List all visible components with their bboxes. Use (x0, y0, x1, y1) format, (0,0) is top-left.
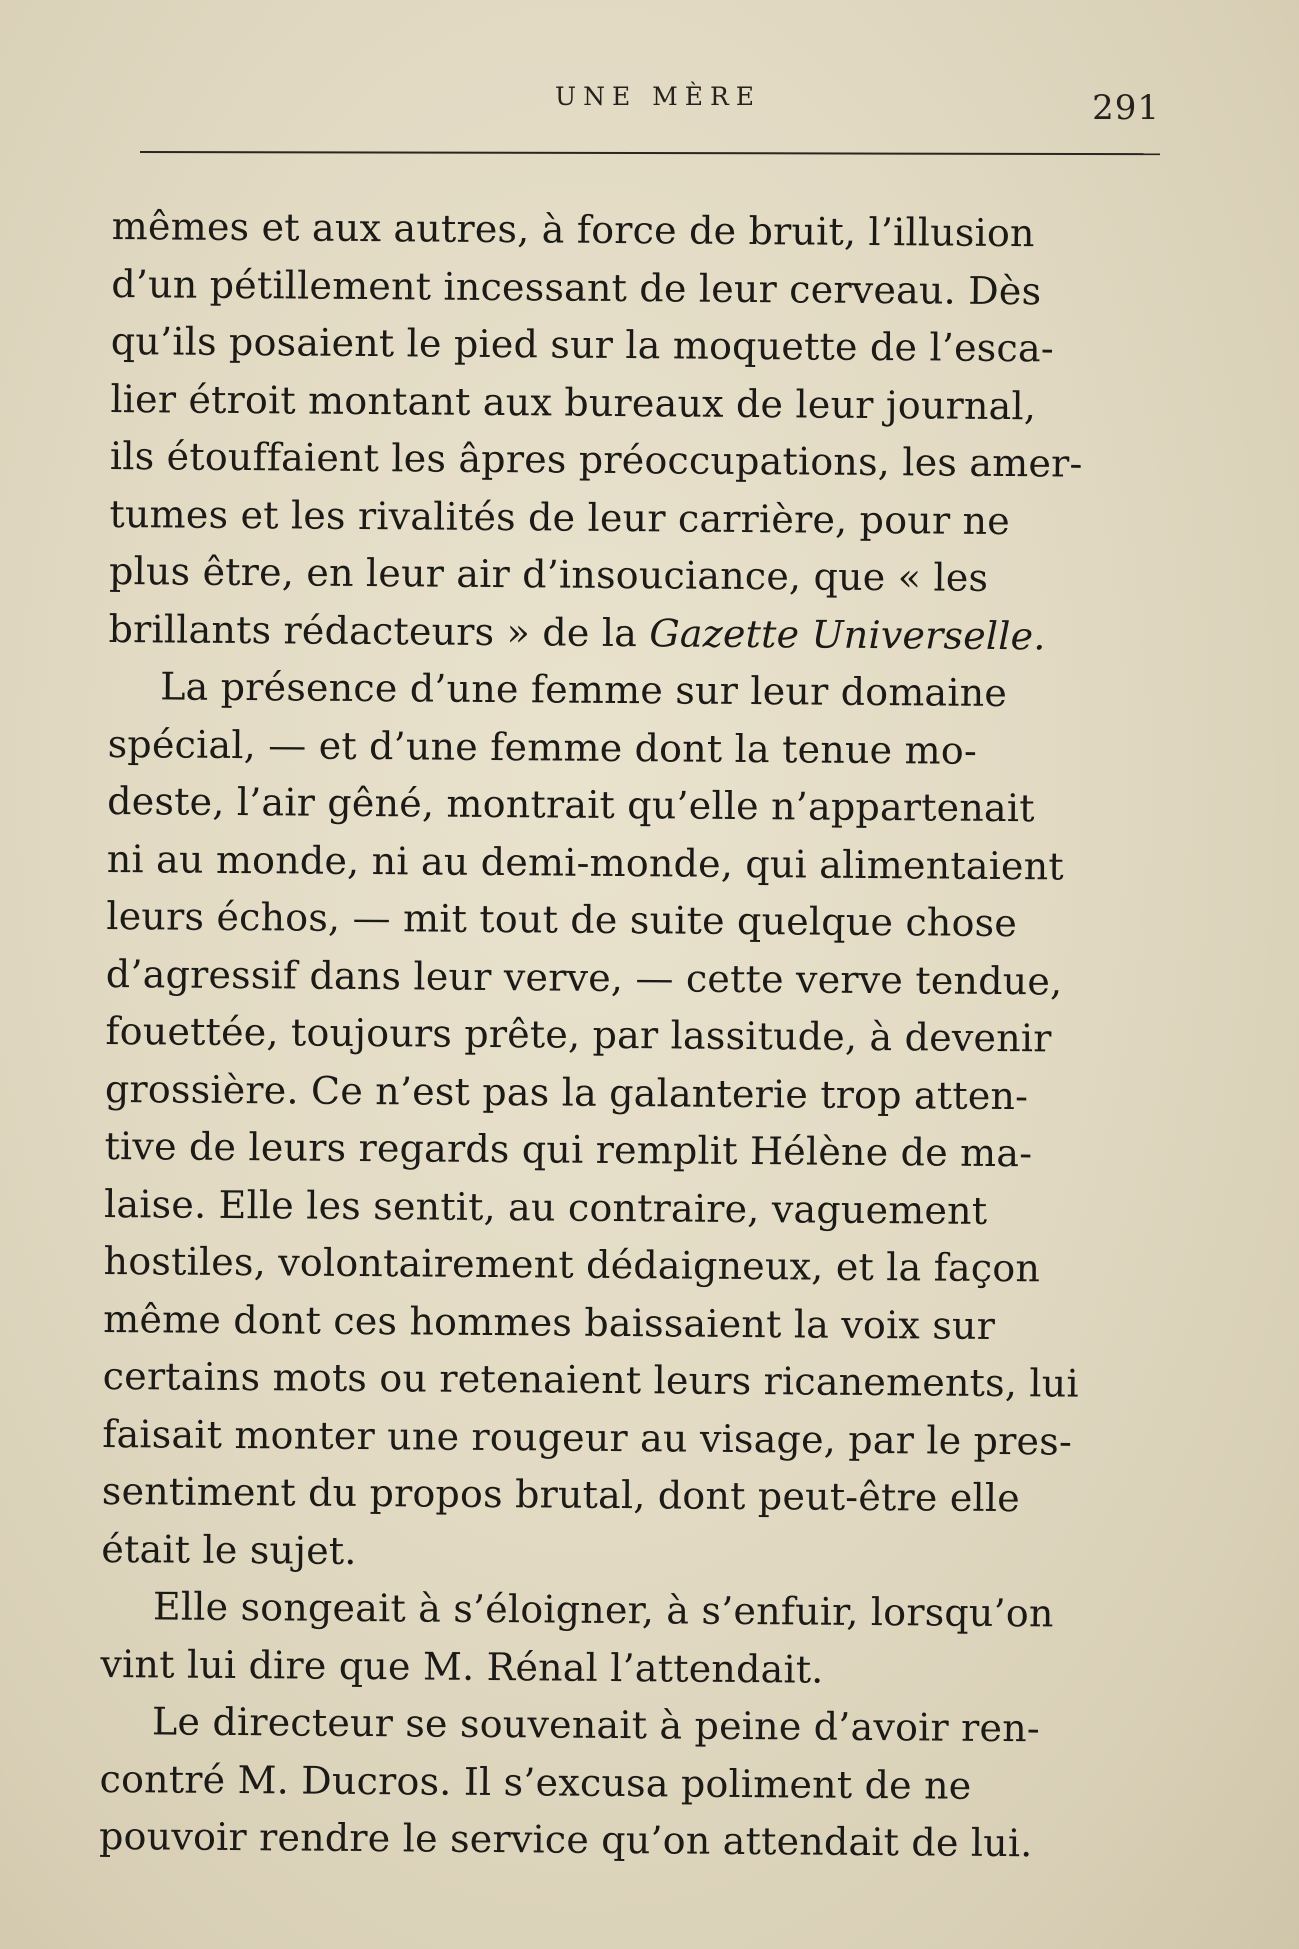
text-line: mêmes et aux autres, à force de bruit, l’illusion (111, 203, 1035, 256)
text-fragment: brillants rédacteurs » de la (108, 606, 650, 655)
text-line: Le directeur se souvenait à peine d’avoir ren- (151, 1699, 1041, 1751)
text-line: certains mots ou retenaient leurs ricanements, lui (102, 1353, 1079, 1406)
page-number: 291 (1092, 88, 1160, 128)
body-text (99, 198, 1162, 1874)
running-title: UNE MÈRE (555, 82, 762, 111)
text-line: faisait monter une rougeur au visage, par le pres- (102, 1411, 1073, 1464)
text-line: plus être, en leur air d’insouciance, que « les (108, 548, 989, 600)
newspaper-title: Gazette Universelle. (649, 610, 1046, 658)
running-head (140, 78, 1160, 128)
text-line: d’un pétillement incessant de leur cerveau. Dès (111, 261, 1042, 313)
text-line: sentiment du propos brutal, dont peut-être elle (101, 1468, 1021, 1521)
text-line: ils étouffaient les âpres préoccupations, les amer- (109, 433, 1083, 486)
paragraph-4 (99, 1693, 1150, 1874)
text-line: La présence d’une femme sur leur domaine (159, 664, 1008, 716)
text-line: même dont ces hommes baissaient la voix sur (103, 1296, 996, 1348)
header-rule (140, 151, 1160, 155)
text-line: d’agressif dans leur verve, — cette verve tendue, (105, 951, 1063, 1003)
text-line: deste, l’air gêné, montrait qu’elle n’appartenait (107, 778, 1035, 831)
text-line: fouettée, toujours prête, par lassitude, à devenir (105, 1008, 1052, 1061)
text-line: ni au monde, ni au demi-monde, qui alimentaient (106, 836, 1065, 888)
paragraph-3 (100, 1578, 1151, 1701)
text-line: Elle songeait à s’éloigner, à s’enfuir, lorsqu’on (152, 1584, 1054, 1636)
text-line: qu’ils posaient le pied sur la moquette de l’esca- (110, 318, 1055, 371)
text-line: tumes et les rivalités de leur carrière, pour ne (109, 491, 1011, 543)
text-line: leurs échos, — mit tout de suite quelque chose (106, 893, 1018, 946)
text-line: pouvoir rendre le service qu’on attendait de lui. (98, 1813, 1033, 1866)
paragraph-2 (101, 658, 1158, 1586)
text-line: spécial, — et d’une femme dont la tenue mo- (107, 721, 978, 773)
text-line: tive de leurs regards qui remplit Hélène de ma- (104, 1123, 1033, 1176)
text-line: contré M. Ducros. Il s’excusa poliment de ne (99, 1756, 972, 1808)
text-line: laise. Elle les sentit, au contraire, vaguement (103, 1181, 988, 1233)
text-line: hostiles, volontairement dédaigneux, et la façon (103, 1238, 1041, 1291)
text-line: lier étroit montant aux bureaux de leur journal, (110, 376, 1037, 428)
paragraph-1 (108, 198, 1162, 666)
text-line: vint lui dire que M. Rénal l’attendait. (100, 1641, 824, 1692)
text-line: était le sujet. (101, 1526, 357, 1573)
text-line: grossière. Ce n’est pas la galanterie trop atten- (104, 1066, 1029, 1118)
text-line-with-title (108, 600, 1158, 666)
